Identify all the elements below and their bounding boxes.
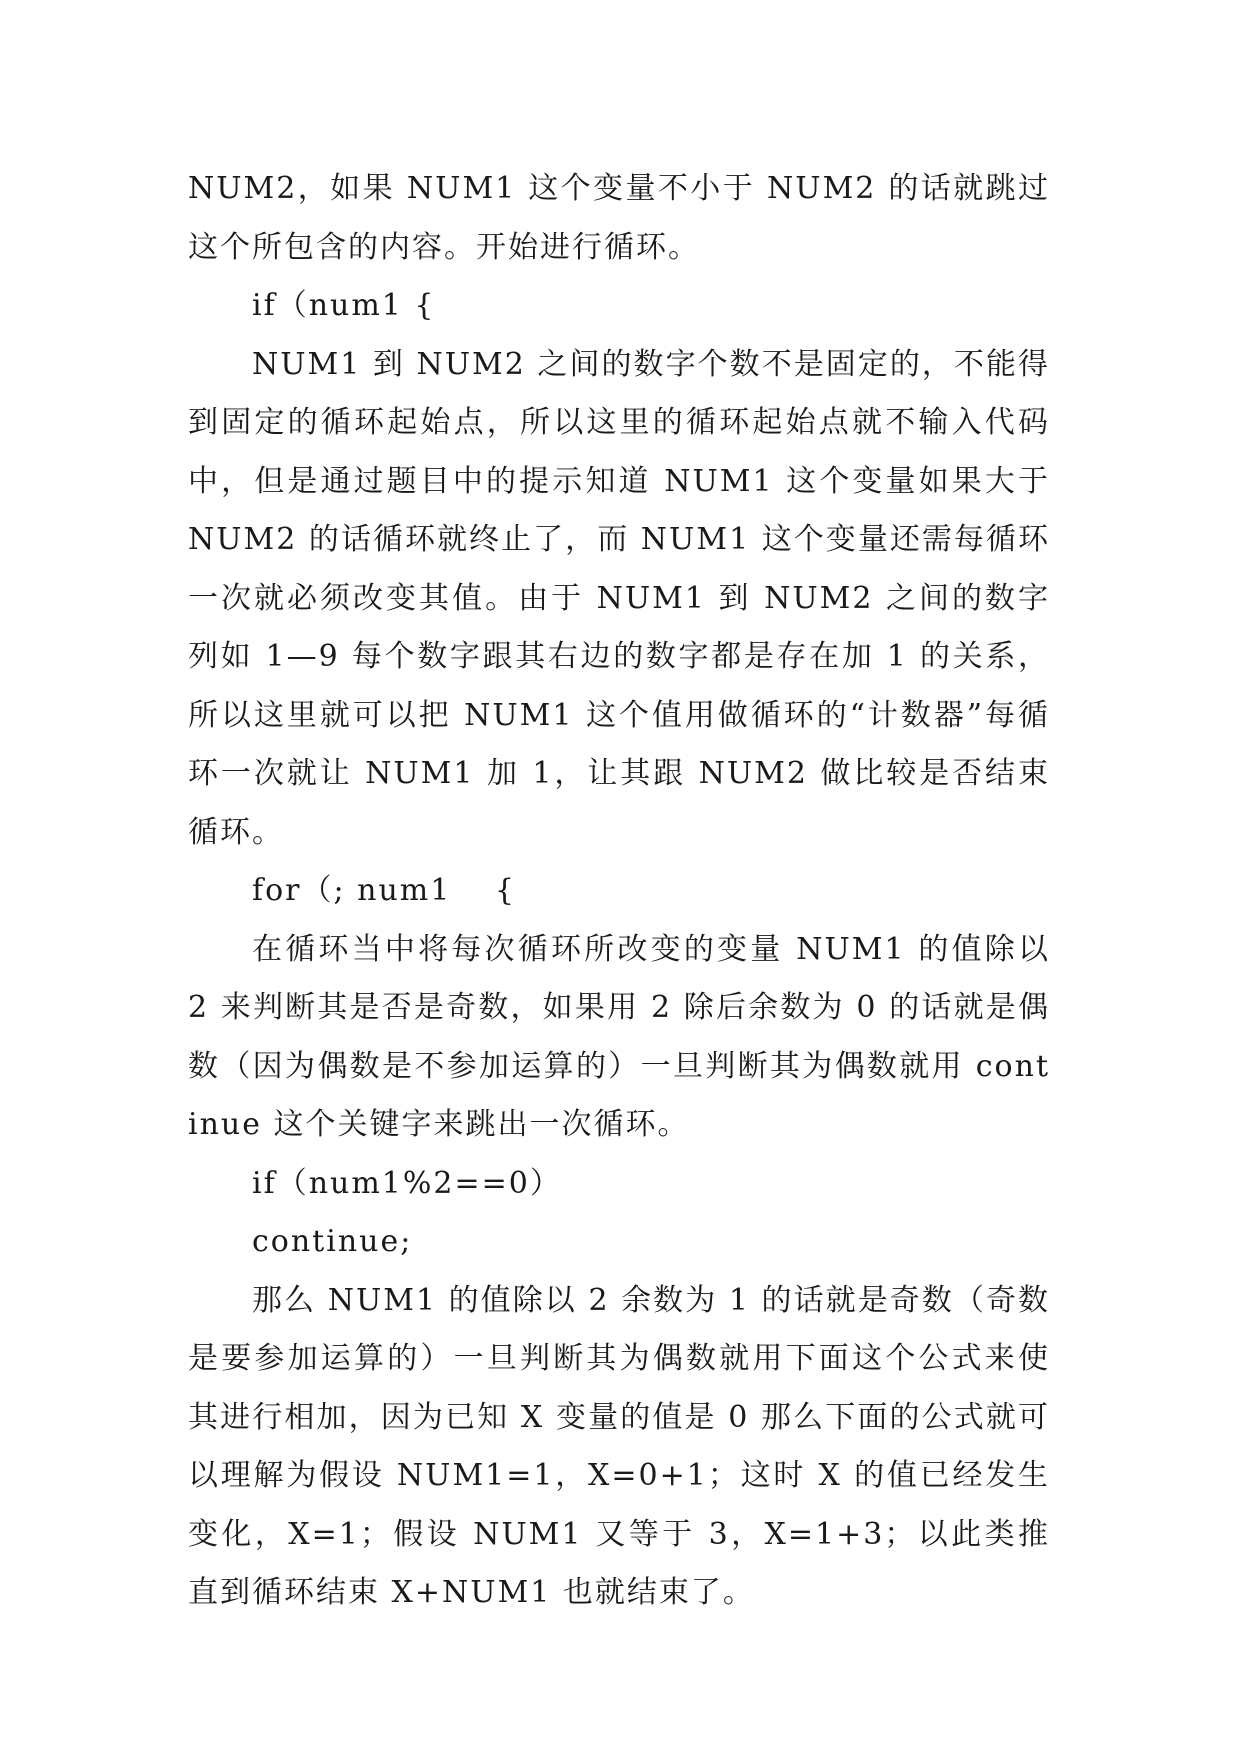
document-body	[188, 160, 1050, 1623]
paragraph-sum-explanation: 那么 NUM1 的值除以 2 余数为 1 的话就是奇数（奇数是要参加运算的）一旦判断其为偶数就用下面这个公式来使其进行相加，因为已知 X 变量的值是 0 那么下面的公式就可以理解为假设 NUM1=1，X=0+1；这时 X 的值已经发生变化，X=1；假设 NUM1 又等于 3，X=1+3；以此类推直到循环结束 X+NUM1 也就结束了。	[188, 1282, 1050, 1610]
code-line-continue: continue;	[252, 1224, 413, 1259]
code-line-if-mod: if（num1%2==0）	[252, 1165, 562, 1201]
code-line-for: for（; num1 {	[252, 873, 516, 908]
paragraph-odd-check: 在循环当中将每次循环所改变的变量 NUM1 的值除以 2 来判断其是否是奇数，如果用 2 除后余数为 0 的话就是偶数（因为偶数是不参加运算的）一旦判断其为偶数就用 continue 这个关键字来跳出一次循环。	[188, 931, 1050, 1142]
paragraph-loop-explanation: NUM1 到 NUM2 之间的数字个数不是固定的，不能得到固定的循环起始点，所以这里的循环起始点就不输入代码中，但是通过题目中的提示知道 NUM1 这个变量如果大于 NUM2 的话循环就终止了，而 NUM1 这个变量还需每循环一次就必须改变其值。由于 NUM1 到 NUM2 之间的数字列如 1—9 每个数字跟其右边的数字都是存在加 1 的关系，所以这里就可以把 NUM1 这个值用做循环的“计数器”每循环一次就让 NUM1 加 1，让其跟 NUM2 做比较是否结束循环。	[188, 346, 1050, 850]
code-line-if: if（num1 {	[252, 288, 436, 323]
paragraph-continuation: NUM2，如果 NUM1 这个变量不小于 NUM2 的话就跳过这个所包含的内容。开始进行循环。	[188, 171, 1050, 265]
